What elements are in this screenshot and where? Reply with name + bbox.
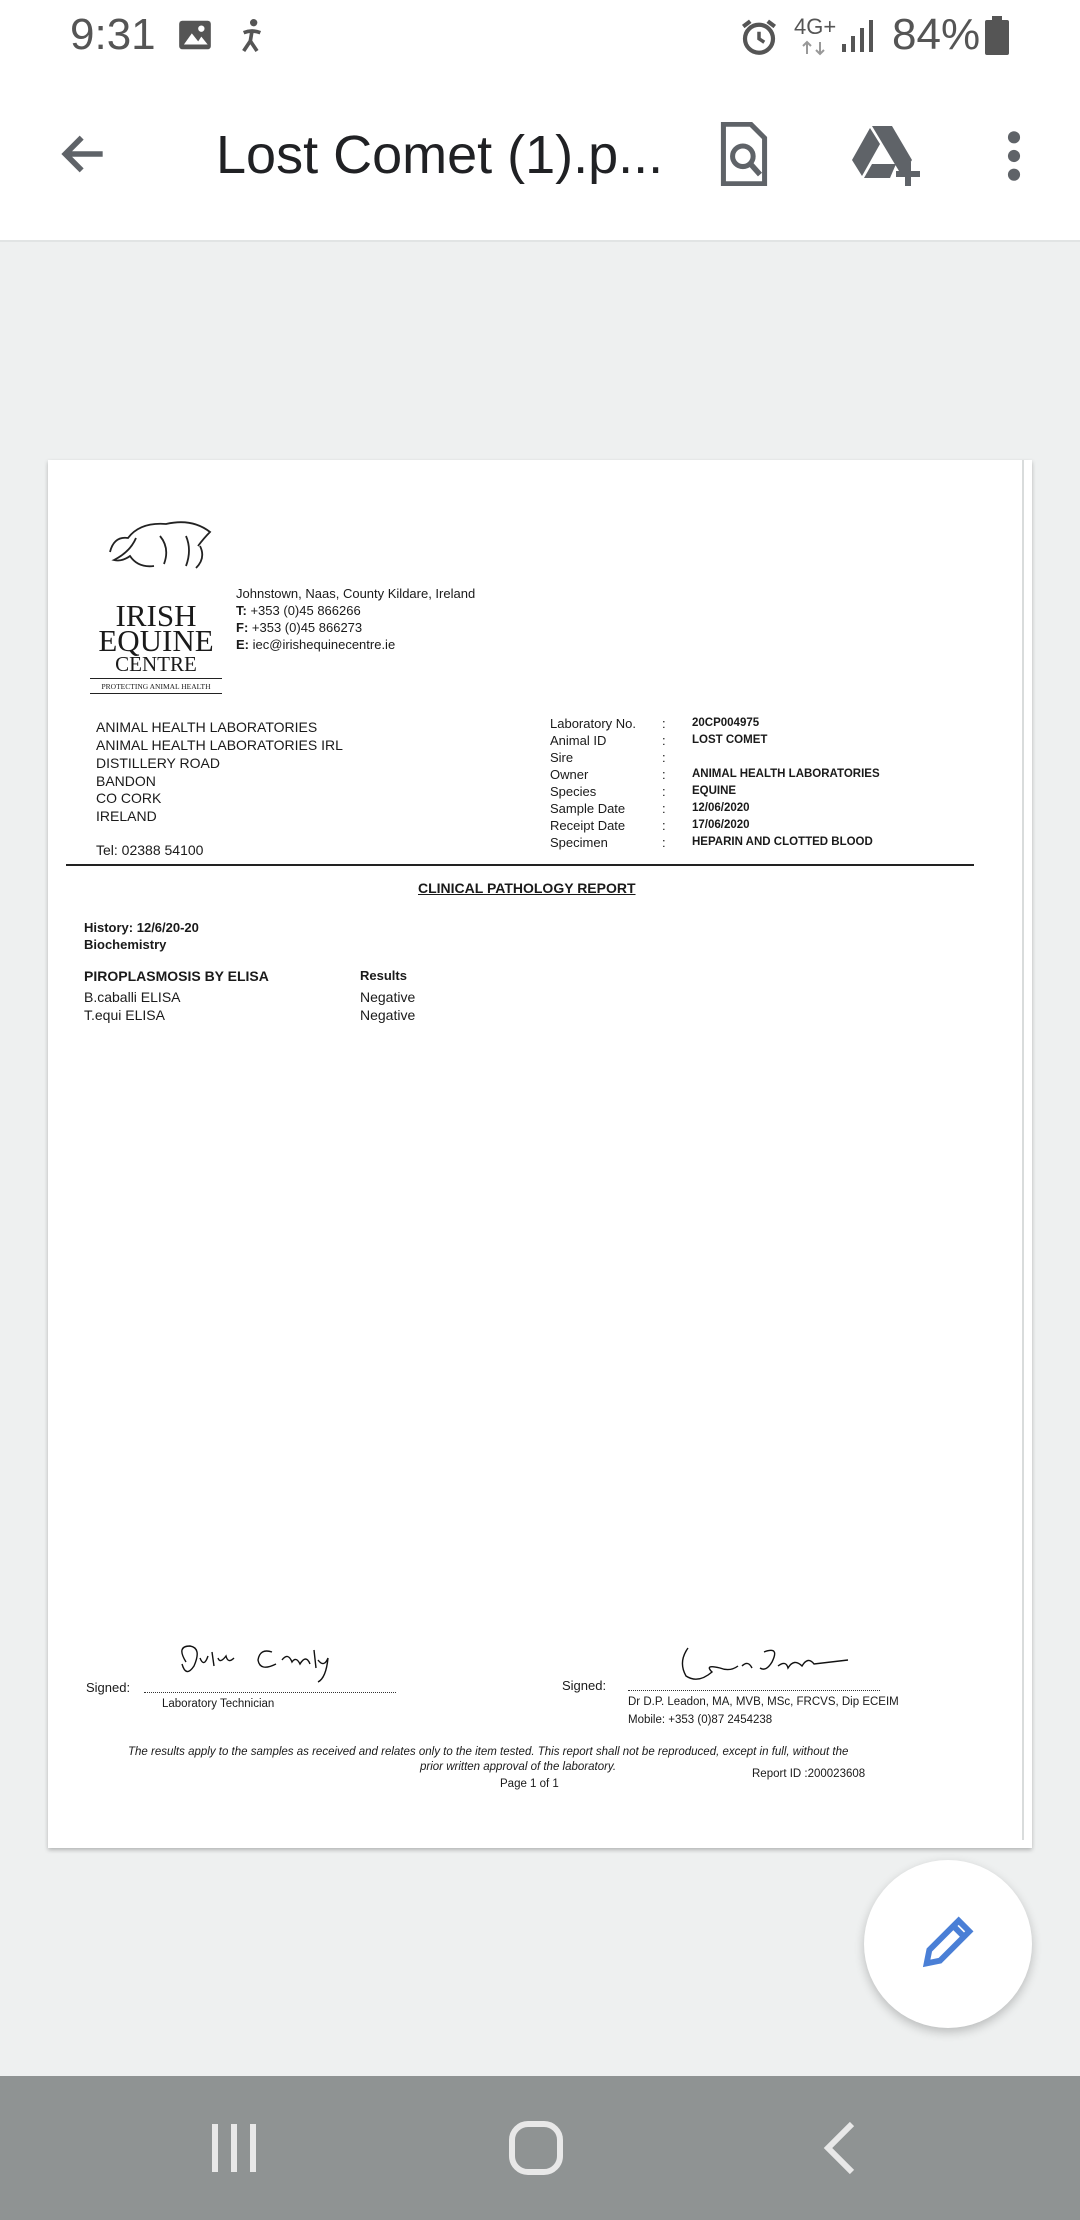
detail-value: 17/06/2020 [692,819,750,831]
test-result: Negative [360,989,416,1005]
data-arrows-icon [800,40,828,61]
home-icon[interactable] [508,2120,564,2181]
detail-colon: : [662,784,666,799]
detail-colon: : [662,801,666,816]
logo-line3: CENTRE [115,652,197,676]
doctor-mobile: Mobile: +353 (0)87 2454238 [628,1714,773,1726]
detail-colon: : [662,835,666,850]
logo-line2: EQUINE [98,623,214,658]
detail-label: Sire [550,750,574,765]
test-header: PIROPLASMOSIS BY ELISA [84,968,269,984]
more-vert-icon[interactable] [1000,128,1028,189]
accessibility-icon [232,16,272,61]
signature-left [168,1638,358,1686]
edit-pencil-icon [916,1910,980,1979]
test-name: B.caballi ELISA [84,989,181,1005]
alarm-icon [738,16,780,63]
back-icon[interactable] [820,2120,860,2181]
signed-label-right: Signed: [562,1678,607,1693]
drive-add-icon[interactable] [852,122,924,191]
nav-bar [0,2076,1080,2220]
client-address-line: BANDON [96,773,156,789]
doctor-credentials: Dr D.P. Leadon, MA, MVB, MSc, FRCVS, Dip ECEIM [628,1696,899,1708]
search-document-icon[interactable] [716,122,772,191]
image-icon [176,16,214,59]
detail-colon: : [662,818,666,833]
detail-label: Specimen [550,835,608,850]
detail-label: Receipt Date [550,818,626,833]
client-tel: Tel: 02388 54100 [96,842,204,858]
test-name: T.equi ELISA [84,1007,165,1023]
detail-label: Laboratory No. [550,716,636,731]
logo-rule-bottom [90,693,222,694]
signal-icon [840,18,876,59]
app-bar [0,72,1080,242]
header-divider [66,864,974,866]
edit-button[interactable] [864,1860,1032,2028]
status-bar [0,0,1080,72]
detail-colon: : [662,716,666,731]
detail-value: LOST COMET [692,734,768,746]
recent-apps-icon[interactable] [208,2120,260,2181]
disclaimer-line2: prior written approval of the laboratory. [420,1761,617,1773]
document-title: Lost Comet (1).p... [216,125,664,185]
logo-rule [90,678,222,679]
test-result: Negative [360,1007,416,1023]
detail-value: 12/06/2020 [692,802,750,814]
detail-colon: : [662,750,666,765]
signature-line-right [628,1690,880,1691]
signed-label-left: Signed: [86,1680,131,1695]
status-time: 9:31 [70,10,156,59]
detail-value: HEPARIN AND CLOTTED BLOOD [692,836,873,848]
detail-value: 20CP004975 [692,717,760,729]
contact-phone: T: +353 (0)45 866266 [236,603,361,618]
client-address-line: ANIMAL HEALTH LABORATORIES [96,719,318,735]
page-edge [1022,460,1024,1840]
battery-icon [984,16,1010,61]
detail-value: ANIMAL HEALTH LABORATORIES [692,768,880,780]
section-title: Biochemistry [84,937,167,952]
contact-email: E: iec@irishequinecentre.ie [236,637,396,652]
page-number: Page 1 of 1 [500,1778,559,1790]
client-address-line: CO CORK [96,790,162,806]
back-arrow-icon[interactable] [56,126,112,187]
detail-value: EQUINE [692,785,737,797]
detail-label: Owner [550,767,589,782]
detail-colon: : [662,733,666,748]
technician-label: Laboratory Technician [162,1698,275,1710]
pdf-page[interactable] [48,460,1032,1848]
signature-right [668,1642,868,1688]
network-type: 4G+ [794,14,837,39]
client-address-line: IRELAND [96,808,157,824]
report-id: Report ID :200023608 [752,1768,866,1780]
client-address-line: ANIMAL HEALTH LABORATORIES IRL [96,737,343,753]
disclaimer-line1: The results apply to the samples as received and relates only to the item tested. This report shall not be reproduced, except in full, without the [128,1746,849,1758]
report-title: CLINICAL PATHOLOGY REPORT [418,880,636,896]
results-header: Results [360,968,407,983]
client-address-line: DISTILLERY ROAD [96,755,220,771]
detail-label: Animal ID [550,733,607,748]
detail-colon: : [662,767,666,782]
logo-tagline: PROTECTING ANIMAL HEALTH [101,682,211,691]
contact-fax: F: +353 (0)45 866273 [236,620,363,635]
logo-line1: IRISH [115,598,197,633]
battery-percent: 84% [892,10,981,59]
horse-logo-icon [100,516,216,586]
history: History: 12/6/20-20 [84,920,199,935]
signature-line-left [144,1692,396,1693]
detail-label: Species [550,784,597,799]
contact-address: Johnstown, Naas, County Kildare, Ireland [236,586,476,601]
detail-label: Sample Date [550,801,626,816]
